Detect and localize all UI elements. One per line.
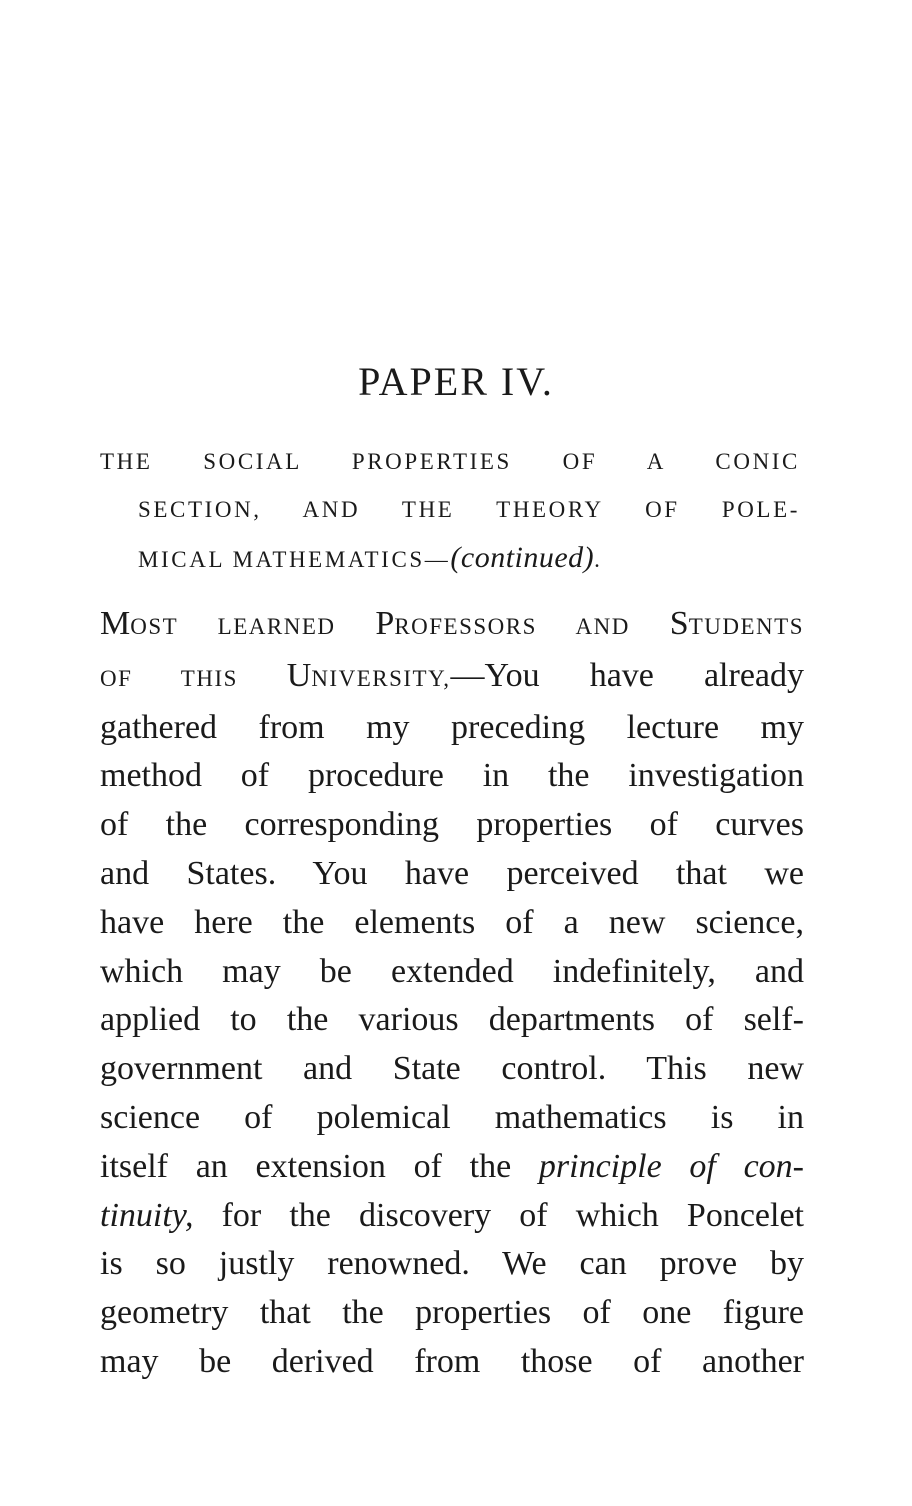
salutation-text: TUDENTS <box>688 614 804 639</box>
subtitle-line-1: THE SOCIAL PROPERTIES OF A CONIC <box>100 449 800 474</box>
body-line-9: applied to the various departments of self- <box>100 1001 804 1039</box>
salutation-cap: U <box>286 656 312 694</box>
body-line-6: and States. You have perceived that we <box>100 854 804 892</box>
body-line-5: of the corresponding properties of curves <box>100 806 804 844</box>
body-line-1 <box>100 600 804 652</box>
body-line-10: government and State control. This new <box>100 1050 804 1088</box>
body-paragraph <box>100 600 804 1387</box>
body-line-15: geometry that the properties of one figure <box>100 1294 804 1332</box>
italic-phrase: tinuity, <box>100 1196 194 1234</box>
salutation-text: ROFESSORS AND <box>394 614 670 639</box>
body-text: itself an extension of the <box>100 1147 539 1185</box>
body-line-7: have here the elements of a new science, <box>100 903 804 941</box>
body-text: for the discovery of which Poncelet <box>193 1196 804 1234</box>
subtitle-line-3-text: MICAL MATHEMATICS— <box>138 547 451 572</box>
italic-phrase: principle of con- <box>538 1147 804 1185</box>
salutation-cap: S <box>669 605 689 642</box>
paper-title: PAPER IV. <box>358 359 554 404</box>
body-text: —You have already <box>450 656 804 694</box>
subtitle-line-2: SECTION, AND THE THEORY OF POLE- <box>138 497 800 522</box>
body-line-16: may be derived from those of another <box>100 1342 804 1380</box>
salutation-text: OST LEARNED <box>130 614 376 639</box>
body-line-3: gathered from my preceding lecture my <box>100 708 804 746</box>
salutation-text: OF THIS <box>100 665 287 691</box>
subtitle-line-3 <box>138 534 800 584</box>
body-line-14: is so justly renowned. We can prove by <box>100 1245 804 1283</box>
body-line-8: which may be extended indefinitely, and <box>100 952 804 990</box>
body-line-11: science of polemical mathematics is in <box>100 1098 804 1136</box>
salutation-cap: P <box>375 605 395 642</box>
body-line-2 <box>100 652 804 704</box>
body-line-13 <box>100 1192 804 1241</box>
paper-subtitle <box>100 438 800 584</box>
subtitle-continued: (continued) <box>450 541 595 574</box>
subtitle-end-period: . <box>594 547 603 572</box>
salutation-text: NIVERSITY, <box>311 665 451 691</box>
salutation-cap: M <box>100 605 131 642</box>
body-line-4: method of procedure in the investigation <box>100 757 804 795</box>
body-line-12 <box>100 1143 804 1192</box>
